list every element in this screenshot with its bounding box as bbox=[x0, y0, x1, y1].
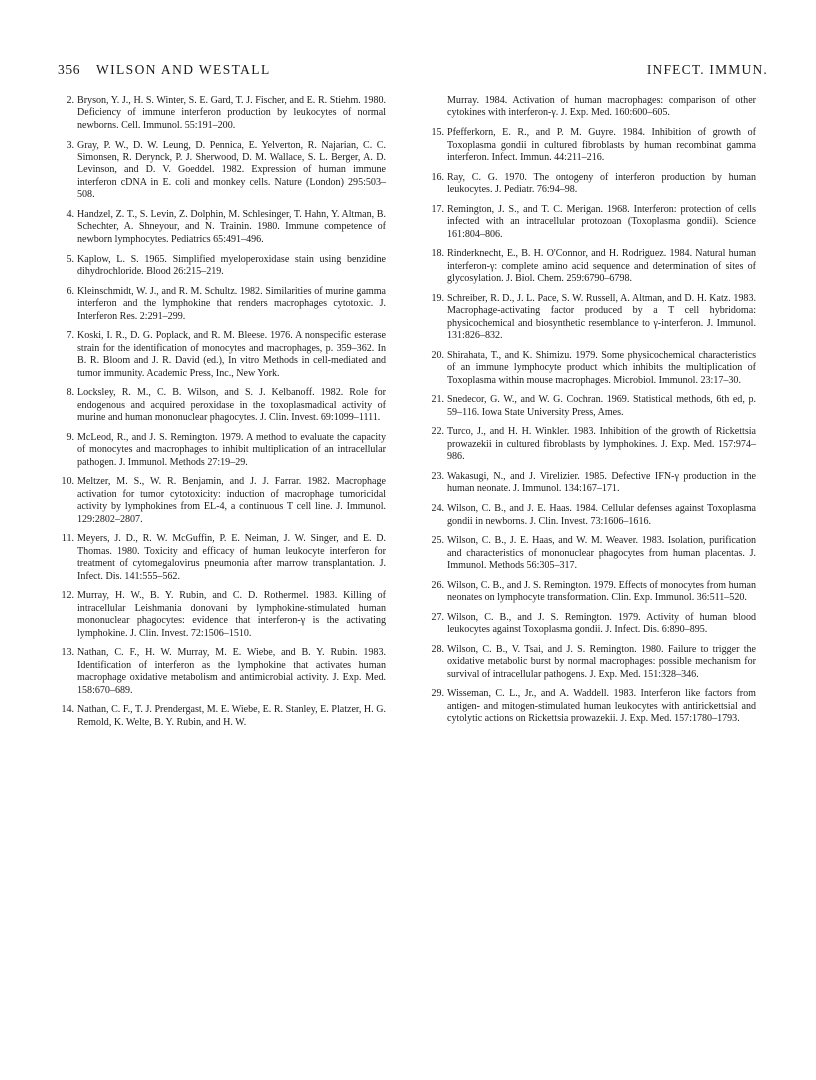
reference-item bbox=[431, 580, 756, 605]
reference-text: Turco, J., and H. H. Winkler. 1983. Inhibition of the growth of Rickettsia prowazekii in cultured fibroblasts by lymphokines. J. Exp. Med. 157:974–986. bbox=[447, 426, 756, 463]
reference-number: 6. bbox=[66, 285, 74, 297]
references-left-column bbox=[61, 95, 386, 736]
page-number: 356 bbox=[58, 62, 81, 77]
reference-item bbox=[61, 704, 386, 729]
reference-number: 20. bbox=[431, 349, 444, 361]
reference-text: Shirahata, T., and K. Shimizu. 1979. Some physicochemical characteristics of an immune lymphocyte product which inhibits the multiplication of Toxoplasma within mouse macrophages. Microbiol. Immunol. 23:17–30. bbox=[447, 349, 756, 386]
reference-number: 24. bbox=[431, 503, 444, 515]
reference-text: Bryson, Y. J., H. S. Winter, S. E. Gard, T. J. Fischer, and E. R. Stiehm. 1980. Deficiency of immune interferon production by leukocytes of normal newborns. Cell. Immunol. 55:191–200. bbox=[77, 95, 386, 131]
reference-item bbox=[431, 394, 756, 419]
reference-number: 14. bbox=[61, 704, 74, 716]
reference-text: Murray, H. W., B. Y. Rubin, and C. D. Rothermel. 1983. Killing of intracellular Leishmania donovani by lymphokine-stimulated human mononuclear phagocytes: evidence that interferon-γ is the activating lymphokine. J. Clin. Invest. 72:1506–1510. bbox=[77, 590, 386, 639]
reference-number: 11. bbox=[61, 533, 74, 545]
reference-item bbox=[61, 647, 386, 697]
reference-text: Wilson, C. B., and J. E. Haas. 1984. Cellular defenses against Toxoplasma gondii in newborns. J. Clin. Invest. 73:1606–1616. bbox=[447, 503, 756, 527]
reference-number: 26. bbox=[431, 579, 444, 591]
reference-item bbox=[431, 426, 756, 463]
reference-number: 28. bbox=[431, 643, 444, 655]
reference-number: 7. bbox=[66, 330, 74, 342]
reference-number: 10. bbox=[61, 476, 74, 488]
reference-item bbox=[431, 172, 756, 197]
reference-number: 22. bbox=[431, 426, 444, 438]
reference-text: Wilson, C. B., and J. S. Remington. 1979. Activity of human blood leukocytes against Toxoplasma gondii. J. Infect. Dis. 6:890–895. bbox=[447, 611, 756, 636]
reference-item bbox=[61, 330, 386, 380]
reference-item bbox=[431, 644, 756, 681]
reference-text: Locksley, R. M., C. B. Wilson, and S. J. Kelbanoff. 1982. Role for endogenous and acquired peroxidase in the toxoplasmadical activity of murine and human mononuclear phagocytes. J. Clin. Invest. 69:1099–1111. bbox=[77, 387, 386, 424]
reference-number: 8. bbox=[66, 387, 74, 399]
reference-text: Wilson, C. B., and J. S. Remington. 1979. Effects of monocytes from human neonates on lymphocyte transformation. Clin. Exp. Immunol. 36:511–520. bbox=[447, 579, 756, 604]
reference-text: Meltzer, M. S., W. R. Benjamin, and J. J. Farrar. 1982. Macrophage activation for tumor cytotoxicity: induction of macrophage tumoricidal activity by lymphokines from EL-4, a continuous T cell line. J. Immunol. 129:2802–2807. bbox=[77, 476, 386, 525]
reference-item bbox=[431, 471, 756, 496]
reference-number: 13. bbox=[61, 647, 74, 659]
journal-name: INFECT. IMMUN. bbox=[646, 62, 768, 77]
reference-text: Gray, P. W., D. W. Leung, D. Pennica, E. Yelverton, R. Najarian, C. C. Simonsen, R. Derynck, P. J. Sherwood, D. M. Wallace, S. L. Berger, A. D. Levinson, and D. V. Goeddel. 1982. Expression of human immune interferon cDNA in E. coli and monkey cells. Nature (London) 295:503–508. bbox=[77, 139, 386, 201]
reference-text: Ray, C. G. 1970. The ontogeny of interferon production by human leukocytes. J. Pediatr. 76:94–98. bbox=[447, 171, 756, 196]
reference-number: 17. bbox=[431, 203, 444, 215]
reference-text: Kaplow, L. S. 1965. Simplified myeloperoxidase stain using benzidine dihydrochloride. Blood 26:215–219. bbox=[77, 253, 386, 277]
reference-number: 27. bbox=[431, 611, 444, 623]
reference-item bbox=[61, 533, 386, 583]
reference-text: Snedecor, G. W., and W. G. Cochran. 1969. Statistical methods, 6th ed, p. 59–116. Iowa State University Press, Ames. bbox=[447, 394, 756, 418]
reference-item bbox=[61, 387, 386, 424]
reference-number: 4. bbox=[66, 209, 74, 220]
reference-item bbox=[431, 350, 756, 387]
reference-item bbox=[431, 204, 756, 241]
reference-item bbox=[61, 476, 386, 526]
reference-item bbox=[431, 535, 756, 572]
reference-item bbox=[61, 140, 386, 202]
reference-number: 2. bbox=[66, 95, 74, 106]
reference-item bbox=[61, 432, 386, 469]
reference-number: 29. bbox=[431, 688, 444, 700]
reference-text: Nathan, C. F., H. W. Murray, M. E. Wiebe, and B. Y. Rubin. 1983. Identification of interferon as the lymphokine that activates human macrophage oxidative metabolism and antimicrobial activity. J. Exp. Med. 158:670–689. bbox=[77, 647, 386, 696]
reference-item bbox=[431, 503, 756, 528]
reference-number: 3. bbox=[66, 139, 74, 151]
reference-item bbox=[61, 254, 386, 279]
reference-text: Remington, J. S., and T. C. Merigan. 1968. Interferon: protection of cells infected with an intracellular protozoan (Toxoplasma gondii). Science 161:804–806. bbox=[447, 203, 756, 240]
reference-item bbox=[431, 248, 756, 285]
running-header bbox=[58, 62, 768, 82]
reference-item bbox=[61, 209, 386, 246]
reference-text: Handzel, Z. T., S. Levin, Z. Dolphin, M. Schlesinger, T. Hahn, Y. Altman, B. Schechter, A. Shneyour, and N. Trainin. 1980. Immune competence of newborn lymphocytes. Pediatrics 65:491–496. bbox=[77, 209, 386, 245]
reference-item bbox=[61, 95, 386, 132]
reference-text: Wisseman, C. L., Jr., and A. Waddell. 1983. Interferon like factors from antigen- and mitogen-stimulated human leukocytes with antirickettsial and cytolytic actions on Rickettsia prowazekii. J. Exp. Med. 157:1780–1793. bbox=[447, 688, 756, 725]
reference-number: 9. bbox=[66, 431, 74, 443]
reference-item bbox=[431, 127, 756, 164]
reference-text: Wakasugi, N., and J. Virelizier. 1985. Defective IFN-γ production in the human neonate. J. Immunol. 134:167–171. bbox=[447, 471, 756, 495]
running-authors: WILSON AND WESTALL bbox=[96, 62, 271, 77]
reference-item bbox=[431, 293, 756, 343]
reference-text: Schreiber, R. D., J. L. Pace, S. W. Russell, A. Altman, and D. H. Katz. 1983. Macrophage-activating factor produced by a T cell hybridoma: physicochemical and biosynthetic resemblance to γ-interferon. J. Immunol. 131:826–832. bbox=[447, 292, 756, 342]
reference-item bbox=[431, 688, 756, 725]
reference-item bbox=[431, 612, 756, 637]
reference-text: Pfefferkorn, E. R., and P. M. Guyre. 1984. Inhibition of growth of Toxoplasma gondii in cultured fibroblasts by human recombinat gamma interferon. Infect. Immun. 44:211–216. bbox=[447, 127, 756, 163]
reference-number: 21. bbox=[431, 394, 444, 406]
reference-continuation: Murray. 1984. Activation of human macrophages: comparison of other cytokines with interferon-γ. J. Exp. Med. 160:600–605. bbox=[447, 95, 756, 119]
reference-text: Nathan, C. F., T. J. Prendergast, M. E. Wiebe, E. R. Stanley, E. Platzer, H. G. Remold, K. Welte, B. Y. Rubin, and H. W. bbox=[77, 704, 386, 728]
reference-text: McLeod, R., and J. S. Remington. 1979. A method to evaluate the capacity of monocytes and macrophages to inhibit multiplication of an intracellular pathogen. J. Immunol. Methods 27:19–29. bbox=[77, 431, 386, 468]
reference-number: 19. bbox=[431, 292, 444, 304]
reference-number: 16. bbox=[431, 171, 444, 183]
references-right-column bbox=[431, 95, 756, 733]
reference-text: Wilson, C. B., J. E. Haas, and W. M. Weaver. 1983. Isolation, purification and characteristics of mononuclear phagocytes from human placentas. J. Immunol. Methods 56:305–317. bbox=[447, 535, 756, 572]
reference-number: 12. bbox=[61, 590, 74, 602]
reference-text: Wilson, C. B., V. Tsai, and J. S. Remington. 1980. Failure to trigger the oxidative metabolic burst by normal macrophages: possible mechanism for survival of intracellular pathogens. J. Exp. Med. 151:328–346. bbox=[447, 643, 756, 680]
reference-number: 18. bbox=[431, 248, 444, 260]
reference-number: 25. bbox=[431, 535, 444, 547]
reference-number: 5. bbox=[66, 253, 74, 265]
reference-text: Meyers, J. D., R. W. McGuffin, P. E. Neiman, J. W. Singer, and E. D. Thomas. 1980. Toxicity and efficacy of human leukocyte interferon for treatment of cytomegalovirus pneumonia after marrow transplantation. J. Infect. Dis. 141:555–562. bbox=[77, 533, 386, 582]
reference-text: Koski, I. R., D. G. Poplack, and R. M. Bleese. 1976. A nonspecific esterase strain for the identification of monocytes and macrophages, p. 359–362. In B. R. Bloom and J. R. David (ed.), In vitro Methods in cell-mediated and tumor immunity. Academic Press, Inc., New York. bbox=[77, 330, 386, 379]
reference-number: 23. bbox=[431, 471, 444, 483]
reference-number: 15. bbox=[431, 127, 444, 139]
reference-item bbox=[61, 286, 386, 323]
reference-text: Rinderknecht, E., B. H. O'Connor, and H. Rodriguez. 1984. Natural human interferon-γ: complete amino acid sequence and determination of sites of glycosylation. J. Biol. Chem. 259:6790–6798. bbox=[447, 248, 756, 285]
reference-text: Kleinschmidt, W. J., and R. M. Schultz. 1982. Similarities of murine gamma interferon and the lymphokine that renders macrophages cytotoxic. J. Interferon Res. 2:291–299. bbox=[77, 285, 386, 322]
reference-item bbox=[61, 590, 386, 640]
